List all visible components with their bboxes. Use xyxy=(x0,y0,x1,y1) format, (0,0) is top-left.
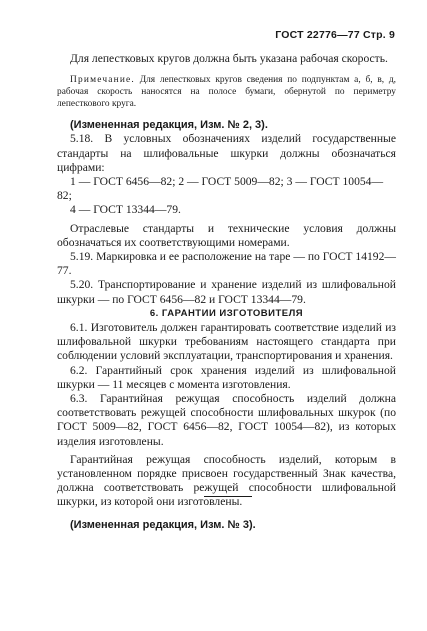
running-header: ГОСТ 22776—77 Стр. 9 xyxy=(275,29,395,41)
paragraph-branch-standards: Отраслевые стандарты и технические условия должны обозначаться их соответствующими номерами. xyxy=(57,221,396,249)
clause-5-20: 5.20. Транспортирование и хранение изделий из шлифовальной шкурки — по ГОСТ 6456—82 и ГОСТ 13344—79. xyxy=(57,278,396,306)
page-content xyxy=(57,52,396,532)
standards-list-line-1: 1 — ГОСТ 6456—82; 2 — ГОСТ 5009—82; 3 — ГОСТ 10054—82; xyxy=(57,175,384,203)
note-label: Примечание. xyxy=(70,75,135,86)
paragraph-quality-mark: Гарантийная режущая способность изделий, которым в установленном порядке присвоен государственный Знак качества, должна соответствовать режущей способности шлифовальной шкурки, из которой они изготовлены. xyxy=(57,452,396,509)
clause-6-2: 6.2. Гарантийный срок хранения изделий из шлифовальной шкурки — 11 месяцев с момента изготовления. xyxy=(57,363,396,391)
paragraph-scale-speed: Для лепестковых кругов должна быть указана рабочая скорость. xyxy=(70,52,388,65)
clause-5-18: 5.18. В условных обозначениях изделий государственные стандарты на шлифовальные шкурки должны обозначаться цифрами: xyxy=(57,132,396,174)
amendment-note-2: (Измененная редакция, Изм. № 3). xyxy=(70,518,256,531)
note-text: Для лепестковых кругов сведения по подпунктам а, б, в, д, рабочая скорость наносятся на полосе бумаги, обернутой по периметру лепесткового круга. xyxy=(57,75,396,110)
clause-5-19: 5.19. Маркировка и ее расположение на таре — по ГОСТ 14192—77. xyxy=(57,250,396,278)
note-paragraph xyxy=(57,74,396,110)
clause-6-1: 6.1. Изготовитель должен гарантировать соответствие изделий из шлифовальной шкурки требованиям настоящего стандарта при соблюдении условий эксплуатации, транспортирования и хранения. xyxy=(57,321,396,363)
section-heading-6: 6. ГАРАНТИИ ИЗГОТОВИТЕЛЯ xyxy=(149,307,304,319)
amendment-note-1: (Измененная редакция, Изм. № 2, 3). xyxy=(70,119,268,132)
standards-list-line-2: 4 — ГОСТ 13344—79. xyxy=(70,203,181,217)
clause-6-3: 6.3. Гарантийная режущая способность изделий должна соответствовать режущей способности шлифовальных шкурок (по ГОСТ 5009—82, ГОСТ 6456—82, ГОСТ 10054—82), из которых изделия изготовлены. xyxy=(57,392,396,448)
end-divider xyxy=(204,496,252,497)
